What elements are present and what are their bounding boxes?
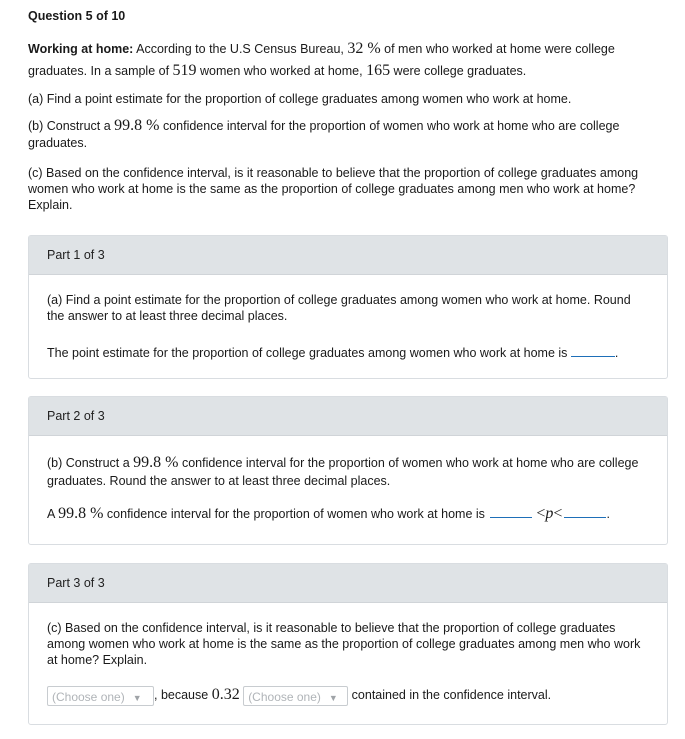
dropdown-arrow-icon: ▼ <box>132 692 142 703</box>
intro-text-a: According to the U.S Census Bureau, <box>133 42 348 56</box>
part-1-prompt: (a) Find a point estimate for the proportion of college graduates among women who work at home. Round the answer to at least three decimal places. <box>47 293 631 323</box>
part-1-answer-end: . <box>614 346 619 360</box>
part-2-prompt-post: confidence interval for the proportion of women who work at home who are college graduates. Round the answer to at least three decimal places. <box>47 456 639 488</box>
reasonable-select[interactable] <box>47 686 154 706</box>
part-2-title: Part 2 of 3 <box>29 397 667 436</box>
reasonable-select-placeholder: (Choose one) <box>52 689 125 704</box>
intro-text-c: women who worked at home, <box>196 64 367 78</box>
less-than-symbol-1: < <box>536 505 546 522</box>
part-1-answer-text: The point estimate for the proportion of college graduates among women who work at home is <box>47 346 568 360</box>
intro-part-c: (c) Based on the confidence interval, is it reasonable to believe that the proportion of college graduates among women who work at home is the same as the proportion of college graduates among men who work at home? Explain. <box>28 166 639 212</box>
part-3-answer-line <box>47 685 649 706</box>
less-than-symbol-2: < <box>553 505 563 522</box>
part-2-prompt <box>47 454 649 490</box>
ci-lower-input[interactable] <box>490 503 532 518</box>
part-1-panel <box>28 235 668 379</box>
intro-part-a: (a) Find a point estimate for the proportion of college graduates among women who work at home. <box>28 92 572 106</box>
part-2-answer-pre: A <box>47 507 59 521</box>
part-2-panel <box>28 396 668 545</box>
part-2-answer-level: 99.8 % <box>58 505 104 522</box>
part-2-answer-line <box>47 503 649 523</box>
part-2-body <box>29 454 667 523</box>
men-percentage: 32 % <box>347 40 381 57</box>
part-1-body <box>29 292 667 361</box>
intro-part-b-post: confidence interval for the proportion of women who work at home who are college graduates. <box>28 119 620 150</box>
intro-paragraph <box>28 38 658 82</box>
part-2-answer-mid: confidence interval for the proportion of women who work at home is <box>103 507 485 521</box>
graduate-count: 165 <box>366 62 391 79</box>
p-symbol: p <box>545 505 554 522</box>
sample-size: 519 <box>172 62 197 79</box>
intro-part-b-pre: (b) Construct a <box>28 119 115 133</box>
question-intro <box>28 38 658 213</box>
intro-part-b-level: 99.8 % <box>114 117 160 134</box>
intro-text-b: of men who worked at home were college graduates. In a sample of <box>28 42 615 78</box>
part-3-body <box>29 620 667 706</box>
intro-text-d: were college graduates. <box>390 64 527 78</box>
part-2-prompt-pre: (b) Construct a <box>47 456 134 470</box>
intro-part-b <box>28 117 658 152</box>
part-2-prompt-level: 99.8 % <box>133 454 179 471</box>
part-1-answer-line <box>47 342 649 361</box>
point-estimate-input[interactable] <box>571 342 615 357</box>
contained-select-placeholder: (Choose one) <box>248 689 321 704</box>
part-3-prompt: (c) Based on the confidence interval, is it reasonable to believe that the proportion of college graduates among women who work at home is the same as the proportion of college graduates among men who work at home? Explain. <box>47 621 641 667</box>
part-1-title: Part 1 of 3 <box>29 236 667 275</box>
part-2-answer-end: . <box>606 507 610 521</box>
contained-select[interactable] <box>243 686 348 706</box>
part-3-end-text: contained in the confidence interval. <box>351 688 552 702</box>
men-proportion-value: 0.32 <box>211 686 240 703</box>
part-3-panel <box>28 563 668 725</box>
ci-upper-input[interactable] <box>564 503 606 518</box>
part-3-title: Part 3 of 3 <box>29 564 667 603</box>
dropdown-arrow-icon: ▼ <box>328 692 338 703</box>
intro-label: Working at home: <box>28 42 134 56</box>
question-header: Question 5 of 10 <box>28 9 126 23</box>
because-text: , because <box>154 688 209 702</box>
